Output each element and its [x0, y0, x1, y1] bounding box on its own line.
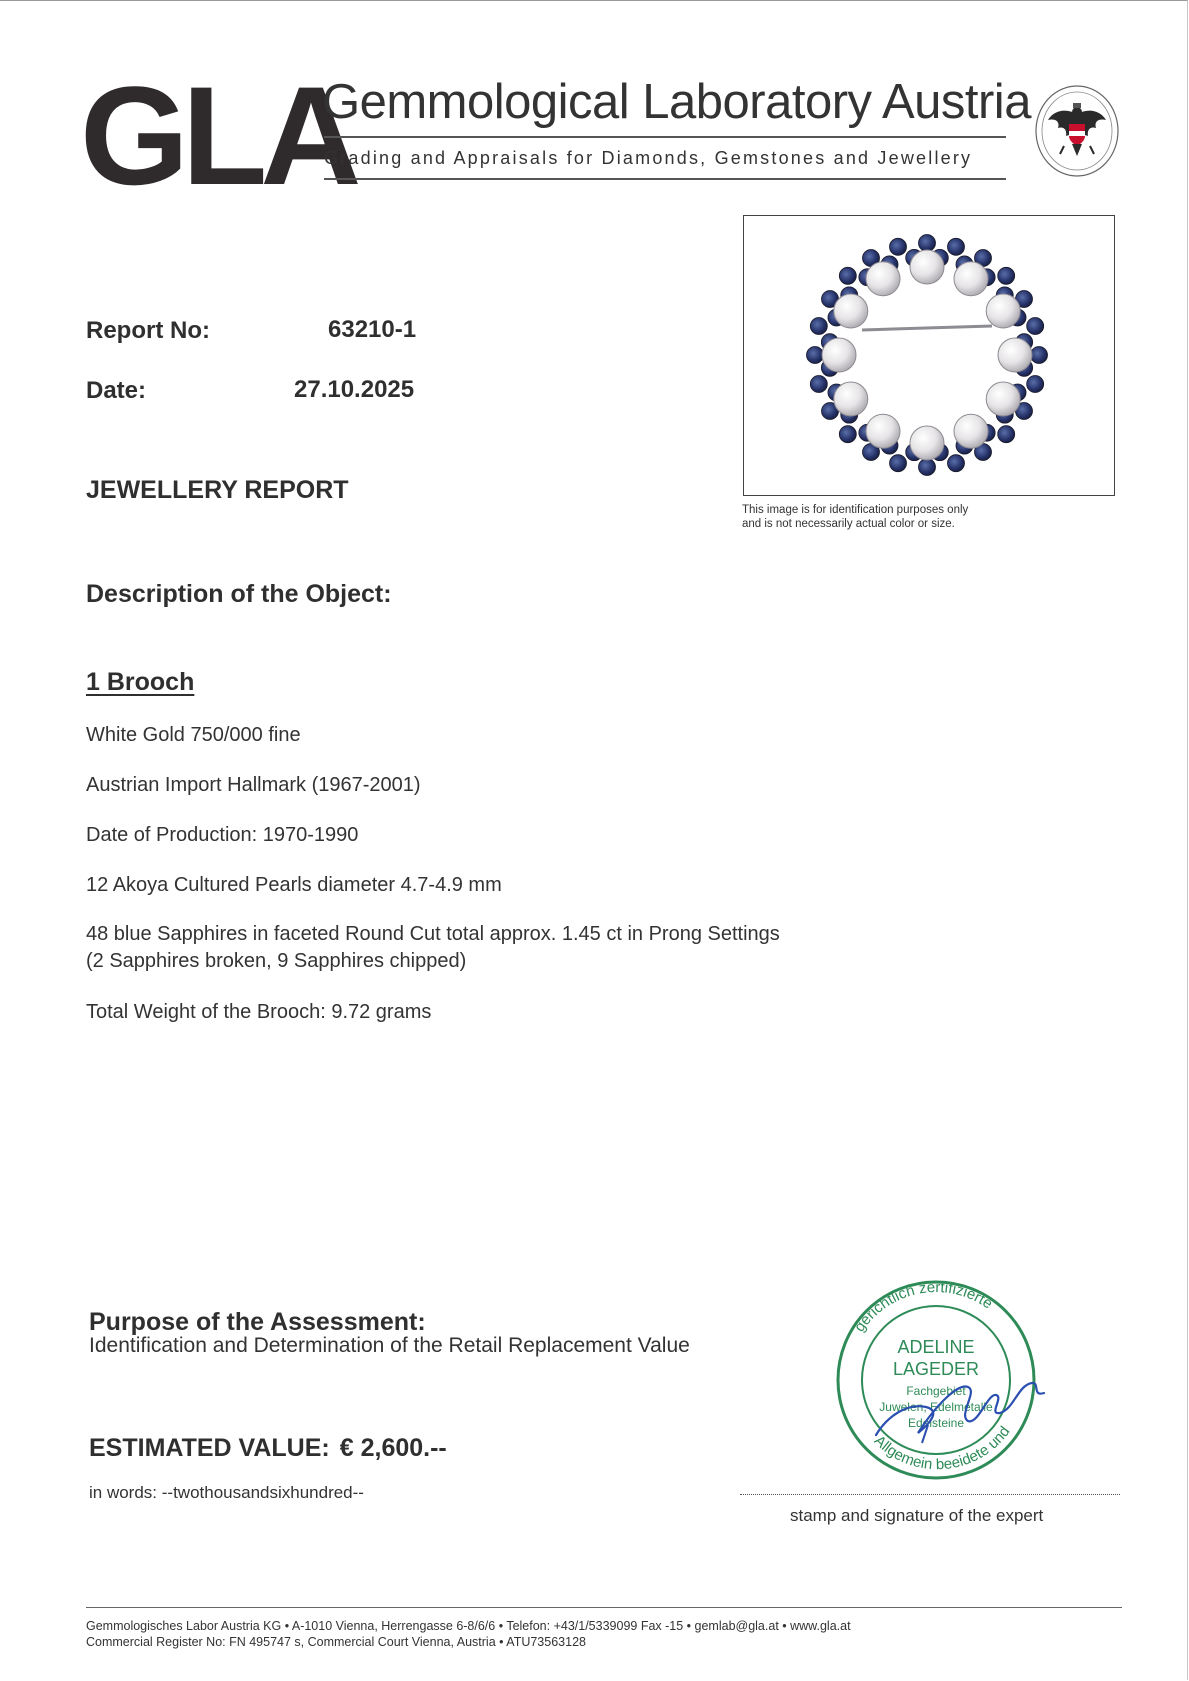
sapphire [1027, 318, 1044, 335]
expert-stamp [818, 1275, 1058, 1485]
estimated-value-label: ESTIMATED VALUE: [89, 1434, 330, 1462]
description-line: Austrian Import Hallmark (1967-2001) [86, 774, 421, 796]
sapphire [810, 318, 827, 335]
pearl [866, 262, 900, 296]
gla-logo: GLA [80, 57, 355, 214]
sapphire [919, 235, 936, 252]
sapphire [807, 347, 824, 364]
lab-tagline: Grading and Appraisals for Diamonds, Gemstones and Jewellery [324, 148, 973, 168]
brooch-gems [807, 235, 1048, 476]
item-title: 1 Brooch [86, 668, 195, 696]
signature-caption: stamp and signature of the expert [790, 1506, 1044, 1525]
lab-name: Gemmological Laboratory Austria [322, 75, 1031, 129]
pearl [910, 426, 944, 460]
austrian-eagle-seal-icon [1034, 84, 1120, 178]
report-number: 63210-1 [328, 316, 417, 343]
report-type: JEWELLERY REPORT [86, 476, 349, 504]
date-label: Date: [86, 377, 147, 404]
header-rule-bottom [324, 178, 1006, 180]
sapphire [1031, 347, 1048, 364]
pearl [986, 294, 1020, 328]
pearl [822, 338, 856, 372]
description-line: Total Weight of the Brooch: 9.72 grams [86, 1001, 432, 1023]
purpose-text: Identification and Determination of the Retail Replacement Value [89, 1334, 690, 1357]
pearl [834, 382, 868, 416]
report-number-label: Report No: [86, 317, 210, 344]
stamp-field-line-3: Edelsteine [907, 1416, 965, 1430]
sapphire [839, 426, 856, 443]
description-line: White Gold 750/000 fine [86, 724, 301, 746]
pearl [986, 382, 1020, 416]
estimated-value-amount: € 2,600.-- [339, 1434, 447, 1462]
footer-register: Commercial Register No: FN 495747 s, Commercial Court Vienna, Austria • ATU73563128 [86, 1635, 586, 1649]
sapphire [919, 459, 936, 476]
description-line: Date of Production: 1970-1990 [86, 824, 359, 846]
image-disclaimer-line-2: and is not necessarily actual color or size. [742, 518, 955, 530]
sapphire [839, 267, 856, 284]
stamp-ring-top: gerichtlich zertifizierte [850, 1278, 996, 1336]
description-line: 12 Akoya Cultured Pearls diameter 4.7-4.9 mm [86, 874, 502, 896]
stamp-field-line-1: Fachgebiet [906, 1384, 966, 1398]
sapphire [890, 455, 907, 472]
image-disclaimer [742, 503, 1062, 531]
stamp-name-line-2: LAGEDER [892, 1359, 980, 1379]
sapphire [890, 238, 907, 255]
description-line: 48 blue Sapphires in faceted Round Cut total approx. 1.45 ct in Prong Settings [86, 923, 780, 945]
description-line: (2 Sapphires broken, 9 Sapphires chipped) [86, 950, 467, 972]
brooch-image-frame [743, 215, 1115, 496]
svg-text:Allgemein beeidete und [871, 1423, 1014, 1473]
sapphire [998, 267, 1015, 284]
pearl [998, 338, 1032, 372]
pearl [866, 414, 900, 448]
stamp-ring-bottom: Allgemein beeidete und [870, 1423, 1014, 1474]
sapphire [947, 238, 964, 255]
footer-contact: Gemmologisches Labor Austria KG • A-1010 Vienna, Herrengasse 6-8/6/6 • Telefon: +43/1/5339099 Fax -15 • gemlab@gla.at • www.gla.at [86, 1619, 851, 1633]
header-rule-top [324, 136, 1006, 138]
pearl [954, 414, 988, 448]
brooch-image [744, 216, 1114, 495]
purpose-heading: Purpose of the Assessment: [89, 1308, 426, 1336]
pearl [834, 294, 868, 328]
stamp-name-line-1: ADELINE [897, 1337, 975, 1357]
sapphire [947, 455, 964, 472]
signature-line [740, 1494, 1120, 1495]
pearl [910, 250, 944, 284]
pearl [954, 262, 988, 296]
sapphire [1027, 375, 1044, 392]
footer-rule [86, 1607, 1122, 1608]
sapphire [998, 426, 1015, 443]
estimated-value [89, 1434, 447, 1463]
brooch-pin [862, 326, 992, 330]
image-disclaimer-line-1: This image is for identification purposes only [742, 504, 969, 516]
sapphire [810, 375, 827, 392]
value-in-words: in words: --twothousandsixhundred-- [89, 1483, 364, 1502]
stamp-field-line-2: Juwelen, Edelmetalle [879, 1400, 993, 1414]
description-heading: Description of the Object: [86, 580, 392, 608]
report-date: 27.10.2025 [294, 376, 415, 403]
